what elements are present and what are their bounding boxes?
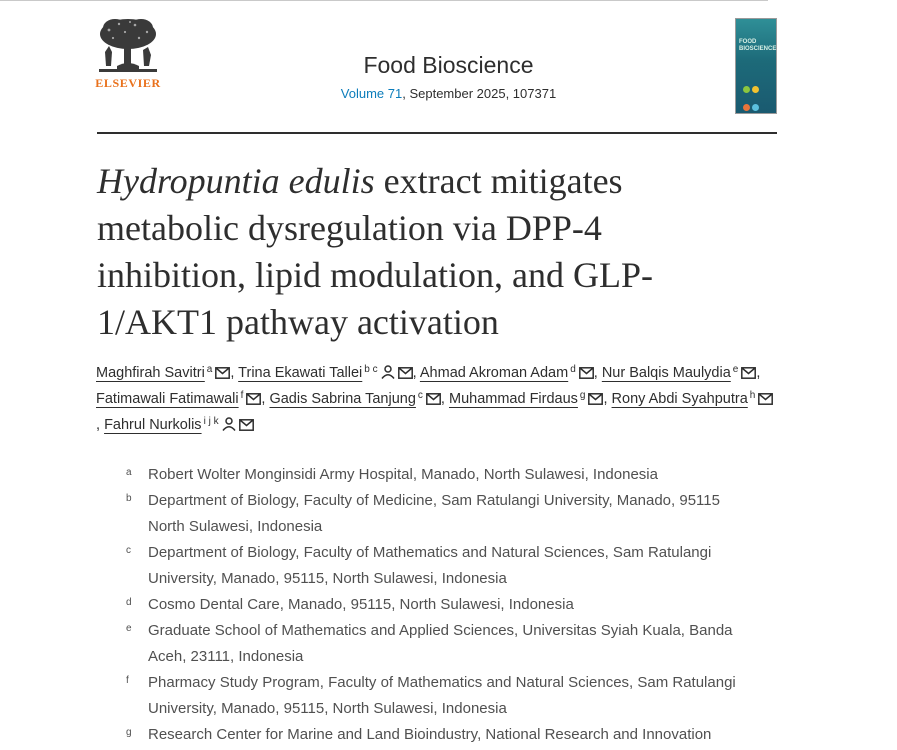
author-separator: , <box>412 365 417 381</box>
author-list <box>96 360 776 438</box>
affiliation-item <box>126 670 786 722</box>
affiliation-item <box>126 592 786 618</box>
affiliation-list <box>126 462 786 748</box>
affiliation-label: a <box>126 467 132 478</box>
publisher-name: ELSEVIER <box>95 76 161 90</box>
affiliation-item <box>126 488 786 540</box>
affiliation-label: b <box>126 493 132 504</box>
affiliation-label: g <box>126 727 132 738</box>
author-separator: , <box>603 391 608 407</box>
author-separator: , <box>593 365 598 381</box>
affiliation-superscript[interactable]: h <box>749 390 756 401</box>
author-entry <box>96 365 234 381</box>
affiliation-text: Pharmacy Study Program, Faculty of Mathematics and Natural Sciences, Sam Ratulangi <box>148 674 736 691</box>
author-name-link[interactable]: Gadis Sabrina Tanjung <box>269 391 416 407</box>
author-name-link[interactable]: Fatimawali Fatimawali <box>96 391 239 407</box>
affiliation-superscript[interactable]: c <box>417 390 423 401</box>
author-entry <box>238 365 416 381</box>
author-name-link[interactable]: Maghfirah Savitri <box>96 365 205 381</box>
affiliation-superscript[interactable]: f <box>240 390 244 401</box>
affiliation-text: Cosmo Dental Care, Manado, 95115, North Sulawesi, Indonesia <box>148 596 574 613</box>
mail-icon[interactable] <box>246 393 261 405</box>
affiliation-label: d <box>126 597 132 608</box>
author-entry <box>269 391 444 407</box>
affiliation-item <box>126 462 786 488</box>
affiliation-superscript[interactable]: a <box>206 364 213 375</box>
affiliation-superscript[interactable]: g <box>579 390 586 401</box>
affiliation-item <box>126 722 786 748</box>
mail-icon[interactable] <box>239 419 254 431</box>
author-name-link[interactable]: Ahmad Akroman Adam <box>419 365 569 381</box>
article-title <box>97 158 757 346</box>
mail-icon[interactable] <box>426 393 441 405</box>
mail-icon[interactable] <box>215 367 230 379</box>
affiliation-text: Aceh, 23111, Indonesia <box>148 648 304 665</box>
mail-icon[interactable] <box>398 367 413 379</box>
affiliation-label: c <box>126 545 131 556</box>
issue-details: , September 2025, 107371 <box>402 86 557 101</box>
affiliation-text: University, Manado, 95115, North Sulawesi, Indonesia <box>148 570 507 587</box>
author-name-link[interactable]: Fahrul Nurkolis <box>104 417 202 433</box>
affiliation-item <box>126 540 786 592</box>
person-icon[interactable] <box>222 417 236 431</box>
author-name-link[interactable]: Muhammad Firdaus <box>448 391 578 407</box>
author-entry <box>449 391 608 407</box>
volume-link[interactable]: Volume 71 <box>340 86 403 101</box>
top-border <box>0 0 768 1</box>
affiliation-label: f <box>126 675 129 686</box>
mail-icon[interactable] <box>588 393 603 405</box>
author-separator: , <box>261 391 266 407</box>
author-separator: , <box>230 365 235 381</box>
affiliation-label: e <box>126 623 132 634</box>
affiliation-text: University, Manado, 95115, North Sulawesi, Indonesia <box>148 700 507 717</box>
author-name-link[interactable]: Trina Ekawati Tallei <box>238 365 363 381</box>
journal-title[interactable]: Food Bioscience <box>363 52 534 78</box>
header-rule <box>97 132 777 134</box>
author-entry <box>420 365 598 381</box>
affiliation-text: North Sulawesi, Indonesia <box>148 518 323 535</box>
cover-text: FOOD BIOSCIENCE <box>739 39 777 52</box>
author-name-link[interactable]: Nur Balqis Maulydia <box>601 365 731 381</box>
affiliation-text: Graduate School of Mathematics and Applied Sciences, Universitas Syiah Kuala, Banda <box>148 622 733 639</box>
affiliation-text: Research Center for Marine and Land Bioindustry, National Research and Innovation <box>148 726 712 743</box>
mail-icon[interactable] <box>758 393 773 405</box>
journal-cover-thumbnail[interactable] <box>735 18 777 114</box>
author-entry <box>104 417 254 433</box>
cover-graphic <box>742 81 760 117</box>
author-name-link[interactable]: Rony Abdi Syahputra <box>611 391 748 407</box>
affiliation-item <box>126 618 786 670</box>
affiliation-superscript[interactable]: d <box>570 364 576 375</box>
mail-icon[interactable] <box>741 367 756 379</box>
affiliation-text: Department of Biology, Faculty of Medicine, Sam Ratulangi University, Manado, 95115 <box>148 492 720 509</box>
author-separator: , <box>756 365 761 381</box>
author-entry <box>602 365 761 381</box>
author-separator: , <box>96 417 101 433</box>
author-entry <box>96 391 265 407</box>
mail-icon[interactable] <box>579 367 594 379</box>
affiliation-superscript[interactable]: i j k <box>203 416 219 427</box>
article-title-species: Hydropuntia edulis <box>97 161 375 201</box>
person-icon[interactable] <box>381 365 395 379</box>
affiliation-text: Department of Biology, Faculty of Mathematics and Natural Sciences, Sam Ratulangi <box>148 544 712 561</box>
author-separator: , <box>440 391 445 407</box>
affiliation-superscript[interactable]: b c <box>364 364 378 375</box>
article-title-rest: extract mitigates metabolic dysregulation via DPP-4 inhibition, lipid modulation, and GLP-1/AKT1 pathway activation <box>97 161 653 342</box>
affiliation-text: Robert Wolter Monginsidi Army Hospital, Manado, North Sulawesi, Indonesia <box>148 466 658 483</box>
affiliation-superscript[interactable]: e <box>732 364 739 375</box>
